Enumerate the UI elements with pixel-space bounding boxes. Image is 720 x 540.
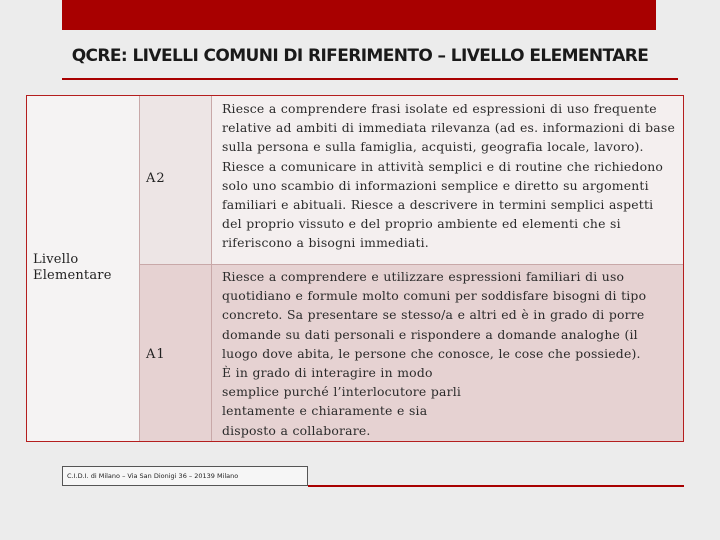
code-label-a2: A2: [146, 171, 166, 186]
footer-address: C.I.D.I. di Milano – Via San Dionigi 36 – 20139 Milano: [62, 466, 308, 486]
title-divider: [62, 78, 678, 80]
description-a2: Riesce a comprendere frasi isolate ed espressioni di uso frequente relative ad ambiti di immediata rilevanza (ad es. informazioni di base sulla persona e sulla famiglia, acquisti, geografia locale, lavoro). Riesce a comunicare in attività semplici e di routine che richiedono solo uno scambio di informazioni semplice e diretto su argomenti familiari e abituali. Riesce a descrivere in termini semplici aspetti del proprio vissuto e del proprio ambiente ed elementi che si riferiscono a bisogni immediati.: [222, 101, 675, 251]
level-label: Livello Elementare: [33, 252, 112, 283]
slide-title: QCRE: LIVELLI COMUNI DI RIFERIMENTO – LIVELLO ELEMENTARE: [71, 46, 649, 66]
description-a1: Riesce a comprendere e utilizzare espressioni familiari di uso quotidiano e formule molto comuni per soddisfare bisogni di tipo concreto. Sa presentare se stesso/a e altri ed è in grado di porre domande su dati personali e rispondere a domande analoghe (il luogo dove abita, le persone che conosce, le cose che possiede). È in grado di interagire in modo semplice purché l’interlocutore parli lentamente e chiaramente e sia disposto a collaborare.: [222, 269, 647, 438]
code-label-a1: A1: [146, 347, 166, 362]
description-cell-a1: [211, 264, 683, 441]
level-cell: [27, 96, 139, 441]
description-cell-a2: [211, 96, 683, 264]
levels-table: [26, 95, 684, 442]
code-cell-a2: [139, 96, 211, 264]
header-accent-bar: [62, 0, 656, 30]
footer-divider: [308, 485, 684, 487]
code-cell-a1: [139, 264, 211, 441]
